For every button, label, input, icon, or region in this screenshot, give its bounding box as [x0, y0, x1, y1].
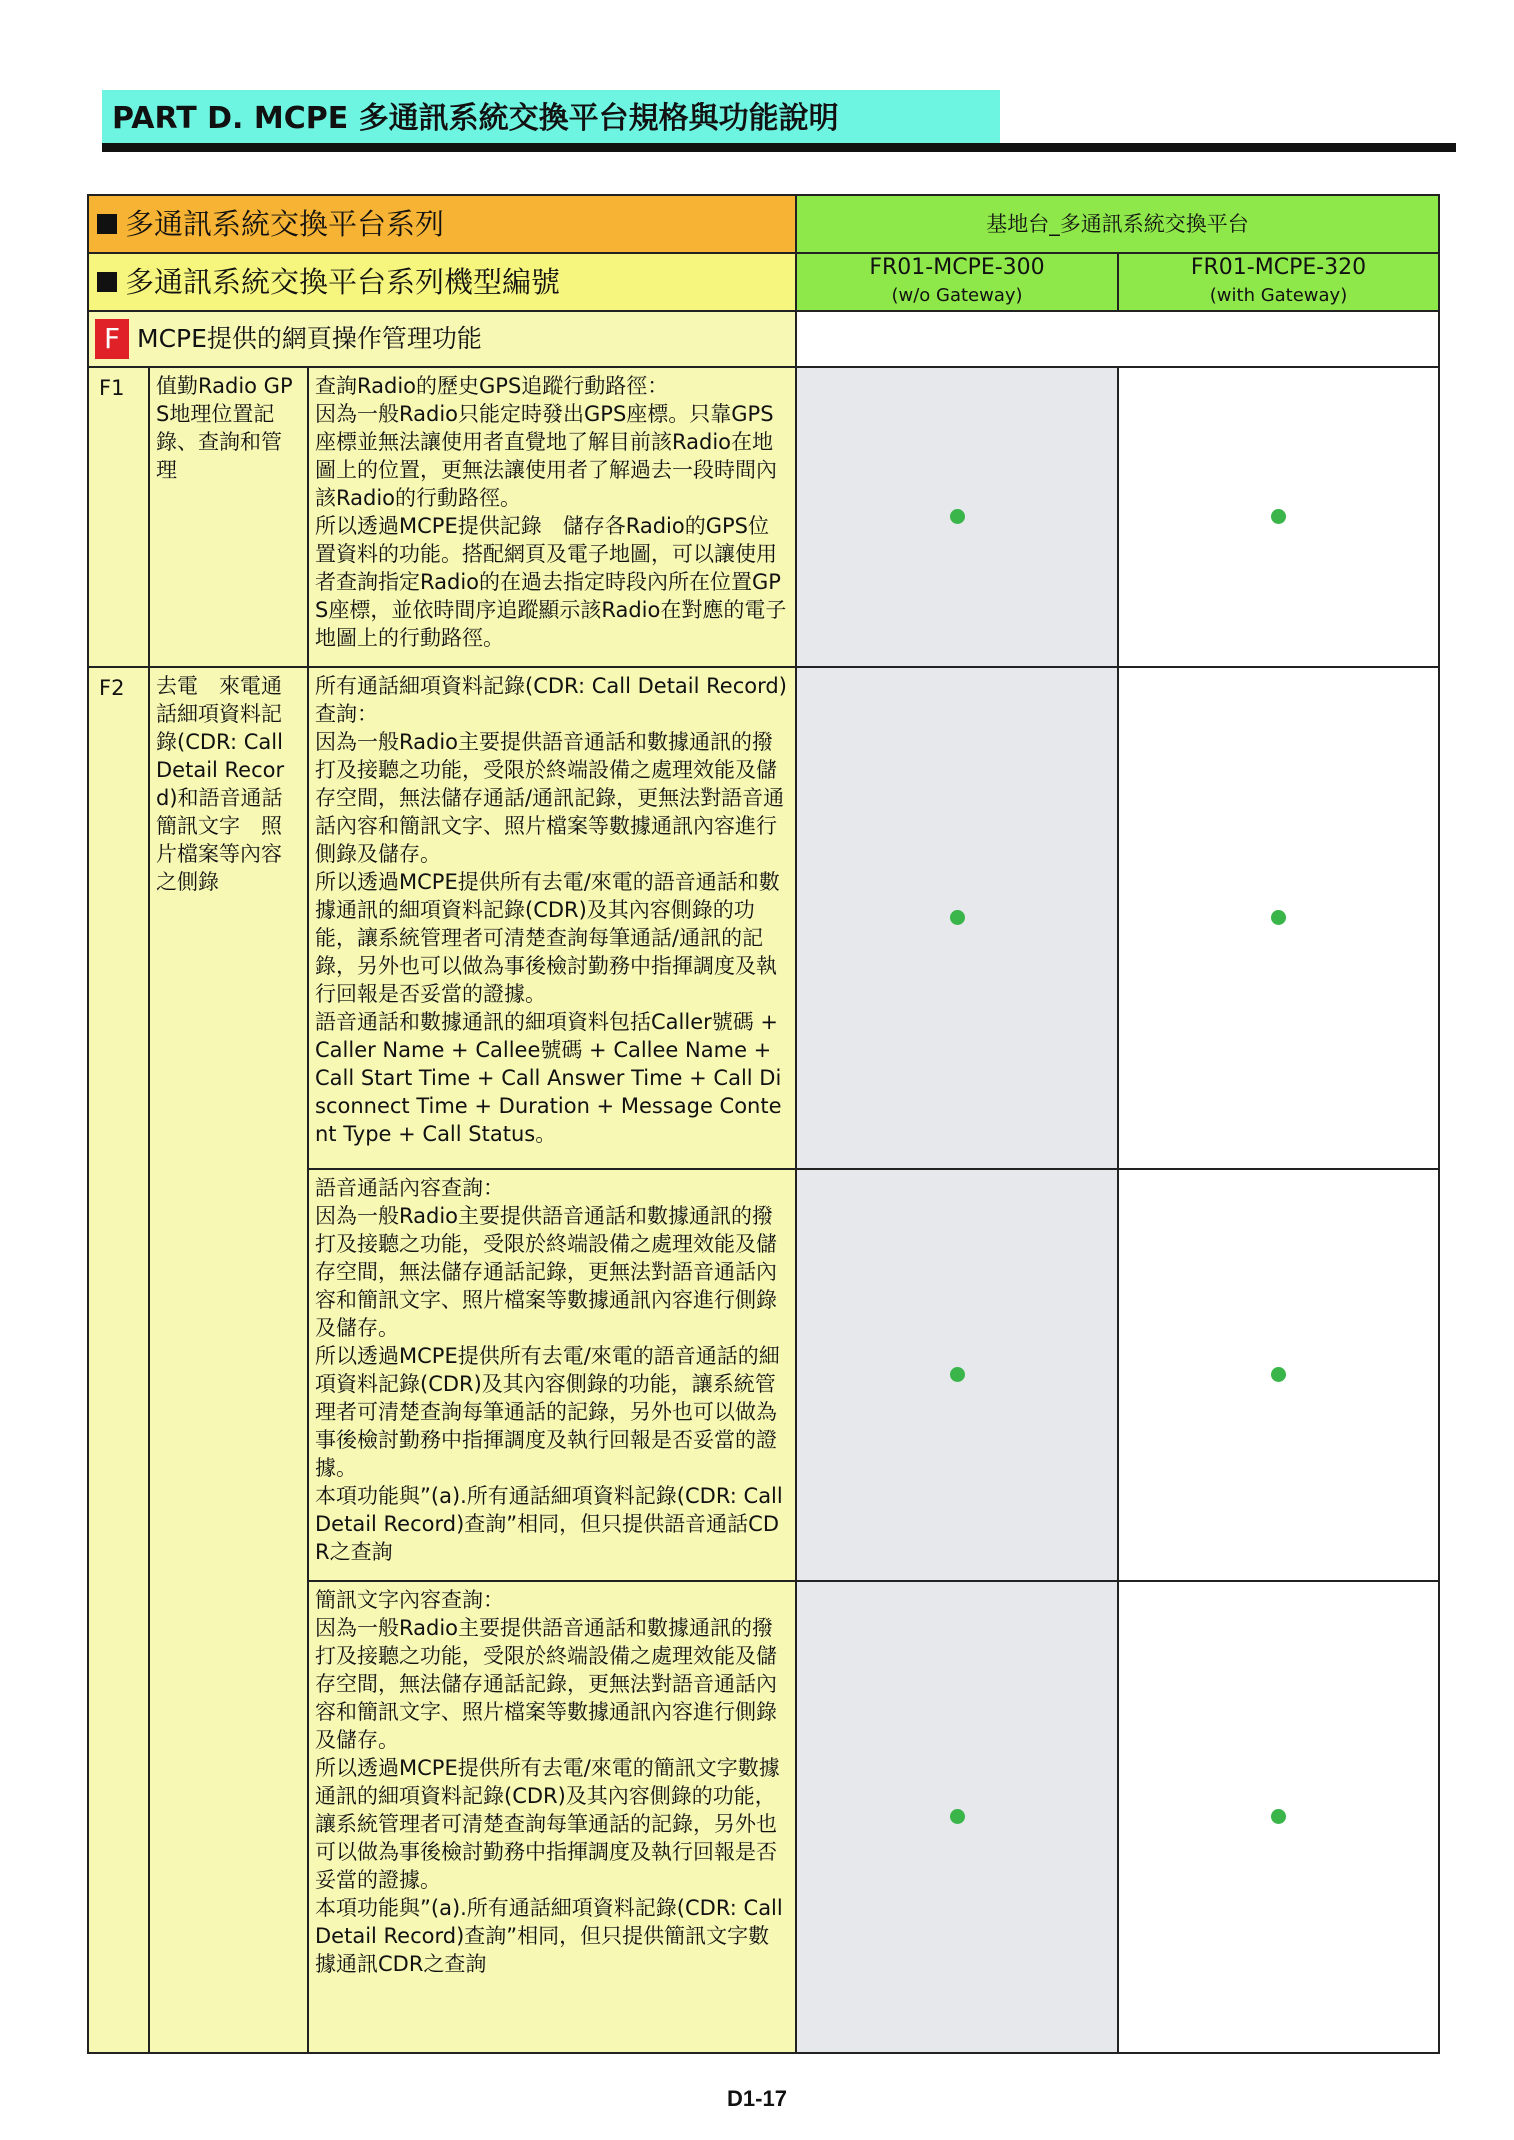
model-name: FR01-MCPE-300 [869, 255, 1045, 280]
feature-cell: 去電 來電通話細項資料記錄(CDR: Call Detail Record)和語音通話 簡訊文字 照片檔案等內容之側錄 [149, 667, 308, 2053]
description-text: 簡訊文字內容查詢： 因為一般Radio主要提供語音通話和數據通訊的撥打及接聽之功能，受限於終端設備之處理效能及儲存空間，無法儲存通話記錄，更無法對語音通話內容和簡訊文字、照片檔案等數據通訊內容進行側錄及儲存。 所以透過MCPE提供所有去電/來電的簡訊文字數據通訊的細項資料記錄(CDR)及其內容側錄的功能，讓系統管理者可清楚查詢每筆通話的記錄，另外也可以做為事後檢討勤務中指揮調度及執行回報是否妥當的證據。 本項功能與”(a).所有通話細項資料記錄(CDR: Call Detail Record)查詢”相同，但只提供簡訊文字數據通訊CDR之查詢 [315, 1588, 783, 1976]
section-badge: F [95, 319, 129, 359]
table-row [88, 667, 1439, 1169]
black-square-icon [97, 272, 117, 292]
model-sub: (with Gateway) [1209, 285, 1348, 306]
section-header-cell [88, 311, 796, 367]
description-cell [308, 1581, 796, 2053]
support-dot-icon [1271, 1367, 1286, 1382]
description-cell [308, 667, 796, 1169]
support-dot-icon [950, 910, 965, 925]
model-cell-320 [1118, 253, 1439, 311]
support-dot-icon [950, 1367, 965, 1382]
section-label: MCPE提供的網頁操作管理功能 [137, 324, 482, 353]
support-dot-icon [1271, 509, 1286, 524]
series-header-cell [88, 195, 796, 253]
support-dot-icon [1271, 910, 1286, 925]
support-cell [796, 1169, 1118, 1581]
model-label: 多通訊系統交換平台系列機型編號 [125, 265, 561, 299]
description-text: 語音通話內容查詢： 因為一般Radio主要提供語音通話和數據通訊的撥打及接聽之功能，受限於終端設備之處理效能及儲存空間，無法儲存通話記錄，更無法對語音通話內容和簡訊文字、照片檔案等數據通訊內容進行側錄及儲存。 所以透過MCPE提供所有去電/來電的語音通話的細項資料記錄(CDR)及其內容側錄的功能，讓系統管理者可清楚查詢每筆通話的記錄，另外也可以做為事後檢討勤務中指揮調度及執行回報是否妥當的證據。 本項功能與”(a).所有通話細項資料記錄(CDR: Call Detail Record)查詢”相同，但只提供語音通話CDR之查詢 [315, 1176, 783, 1564]
title-rule [102, 143, 1456, 152]
support-dot-icon [950, 1809, 965, 1824]
model-cell-300 [796, 253, 1118, 311]
support-cell [1118, 1581, 1439, 2053]
section-blank-cell [796, 311, 1439, 367]
page-number: D1-17 [727, 2086, 787, 2111]
support-cell [796, 667, 1118, 1169]
spec-table [87, 194, 1440, 2054]
description-cell [308, 1169, 796, 1581]
support-dot-icon [1271, 1809, 1286, 1824]
model-sub: (w/o Gateway) [891, 285, 1023, 306]
series-label: 多通訊系統交換平台系列 [125, 207, 445, 241]
row-id: F2 [88, 667, 149, 2053]
page-title: PART D. MCPE 多通訊系統交換平台規格與功能說明 [112, 101, 839, 136]
table-row [88, 367, 1439, 667]
support-cell [796, 1581, 1118, 2053]
description-cell [308, 367, 796, 667]
support-cell [1118, 1169, 1439, 1581]
black-square-icon [97, 214, 117, 234]
model-name: FR01-MCPE-320 [1190, 255, 1367, 280]
model-header-cell [88, 253, 796, 311]
group-header: 基地台_多通訊系統交換平台 [796, 195, 1439, 253]
description-text: 所有通話細項資料記錄(CDR: Call Detail Record)查詢： 因為一般Radio主要提供語音通話和數據通訊的撥打及接聽之功能，受限於終端設備之處理效能及儲存空間，無法儲存通話/通訊記錄，更無法對語音通話內容和簡訊文字、照片檔案等數據通訊內容進行側錄及儲存。 所以透過MCPE提供所有去電/來電的語音通話和數據通訊的細項資料記錄(CDR)及其內容側錄的功能，讓系統管理者可清楚查詢每筆通話/通訊的記錄，另外也可以做為事後檢討勤務中指揮調度及執行回報是否妥當的證據。 語音通話和數據通訊的細項資料包括Caller號碼 + Caller Name + Callee號碼 + Callee Name + Call Start Time + Call Answer Time + Call Disconnect Time + Duration + Message Content Type + Call Status。 [315, 674, 787, 1146]
support-dot-icon [950, 509, 965, 524]
support-cell [1118, 667, 1439, 1169]
description-text: 查詢Radio的歷史GPS追蹤行動路徑： 因為一般Radio只能定時發出GPS座標。只靠GPS座標並無法讓使用者直覺地了解目前該Radio在地圖上的位置，更無法讓使用者了解過去一段時間內該Radio的行動路徑。 所以透過MCPE提供記錄 儲存各Radio的GPS位置資料的功能。搭配網頁及電子地圖，可以讓使用者查詢指定Radio的在過去指定時段內所在位置GPS座標，並依時間序追蹤顯示該Radio在對應的電子地圖上的行動路徑。 [315, 374, 787, 650]
feature-cell: 值勤Radio GPS地理位置記錄、查詢和管理 [149, 367, 308, 667]
support-cell [796, 367, 1118, 667]
support-cell [1118, 367, 1439, 667]
row-id: F1 [88, 367, 149, 667]
